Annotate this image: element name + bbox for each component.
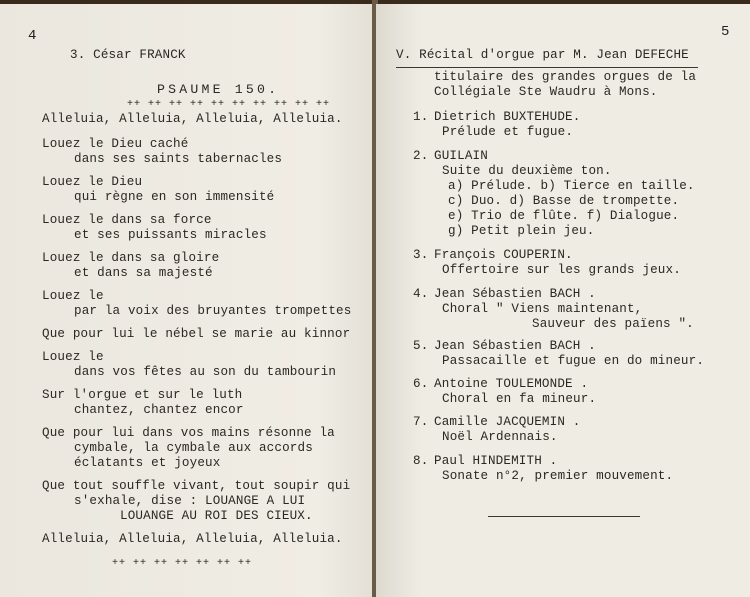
- verse-line: qui règne en son immensité: [74, 190, 275, 204]
- program-item-line: Dietrich BUXTEHUDE.: [434, 110, 581, 124]
- left-page: [0, 4, 374, 597]
- program-item-line: Camille JACQUEMIN .: [434, 415, 581, 429]
- verse-line: chantez, chantez encor: [74, 403, 244, 417]
- program-item-number: 2.: [413, 149, 429, 163]
- program-item-line: Choral " Viens maintenant,: [442, 302, 643, 316]
- program-item-line: a) Prélude. b) Tierce en taille.: [448, 179, 695, 193]
- verse-line: cymbale, la cymbale aux accords: [74, 441, 313, 455]
- verse-line: Louez le dans sa gloire: [42, 251, 220, 265]
- performer-subtitle: titulaire des grandes orgues de la: [434, 70, 697, 84]
- program-item-line: Prélude et fugue.: [442, 125, 574, 139]
- psalm-title: PSAUME 150.: [157, 82, 280, 97]
- program-item-line: Sauveur des païens ".: [532, 317, 694, 331]
- program-item-line: GUILAIN: [434, 149, 488, 163]
- verse-line: Alleluia, Alleluia, Alleluia, Alleluia.: [42, 112, 343, 126]
- verse-line: Que tout souffle vivant, tout soupir qui: [42, 479, 351, 493]
- verse-line: Que pour lui le nébel se marie au kinnor: [42, 327, 351, 341]
- program-item-line: Noël Ardennais.: [442, 430, 558, 444]
- program-item-number: 8.: [413, 454, 429, 468]
- verse-line: et ses puissants miracles: [74, 228, 267, 242]
- verse-line: Louez le Dieu: [42, 175, 143, 189]
- verse-line: Louez le: [42, 350, 104, 364]
- program-item-number: 1.: [413, 110, 429, 124]
- page-number: 4: [28, 28, 37, 44]
- verse-line: Louez le dans sa force: [42, 213, 212, 227]
- program-item-line: François COUPERIN.: [434, 248, 573, 262]
- verse-line: LOUANGE AU ROI DES CIEUX.: [120, 509, 313, 523]
- program-item-line: Antoine TOULEMONDE .: [434, 377, 589, 391]
- program-item-line: g) Petit plein jeu.: [448, 224, 595, 238]
- program-item-number: 3.: [413, 248, 429, 262]
- program-item-line: e) Trio de flûte. f) Dialogue.: [448, 209, 680, 223]
- verse-line: dans ses saints tabernacles: [74, 152, 283, 166]
- program-item-line: Suite du deuxième ton.: [442, 164, 612, 178]
- page-number: 5: [721, 24, 730, 40]
- section-heading: 3. César FRANCK: [70, 48, 186, 62]
- decorative-crosses: ++ ++ ++ ++ ++ ++ ++ ++ ++ ++: [127, 99, 331, 110]
- decorative-crosses: ++ ++ ++ ++ ++ ++ ++: [112, 558, 253, 569]
- program-item-number: 7.: [413, 415, 429, 429]
- heading-rule: [396, 67, 698, 68]
- performer-subtitle: Collégiale Ste Waudru à Mons.: [434, 85, 658, 99]
- verse-line: s'exhale, dise : LOUANGE A LUI: [74, 494, 306, 508]
- verse-line: Louez le Dieu caché: [42, 137, 189, 151]
- program-item-line: Jean Sébastien BACH .: [434, 339, 596, 353]
- program-item-line: Passacaille et fugue en do mineur.: [442, 354, 705, 368]
- program-item-number: 6.: [413, 377, 429, 391]
- verse-line: Louez le: [42, 289, 104, 303]
- verse-line: Que pour lui dans vos mains résonne la: [42, 426, 335, 440]
- program-item-line: Choral en fa mineur.: [442, 392, 597, 406]
- program-item-line: Paul HINDEMITH .: [434, 454, 558, 468]
- verse-line: par la voix des bruyantes trompettes: [74, 304, 352, 318]
- right-page: [376, 4, 750, 597]
- verse-line: Alleluia, Alleluia, Alleluia, Alleluia.: [42, 532, 343, 546]
- verse-line: dans vos fêtes au son du tambourin: [74, 365, 337, 379]
- program-item-line: Sonate n°2, premier mouvement.: [442, 469, 674, 483]
- program-item-number: 4.: [413, 287, 429, 301]
- closing-rule: [488, 516, 640, 517]
- program-item-line: Jean Sébastien BACH .: [434, 287, 596, 301]
- program-item-number: 5.: [413, 339, 429, 353]
- verse-line: et dans sa majesté: [74, 266, 213, 280]
- program-item-line: Offertoire sur les grands jeux.: [442, 263, 681, 277]
- verse-line: Sur l'orgue et sur le luth: [42, 388, 243, 402]
- verse-line: éclatants et joyeux: [74, 456, 221, 470]
- section-heading: V. Récital d'orgue par M. Jean DEFECHE: [396, 48, 689, 62]
- program-item-line: c) Duo. d) Basse de trompette.: [448, 194, 680, 208]
